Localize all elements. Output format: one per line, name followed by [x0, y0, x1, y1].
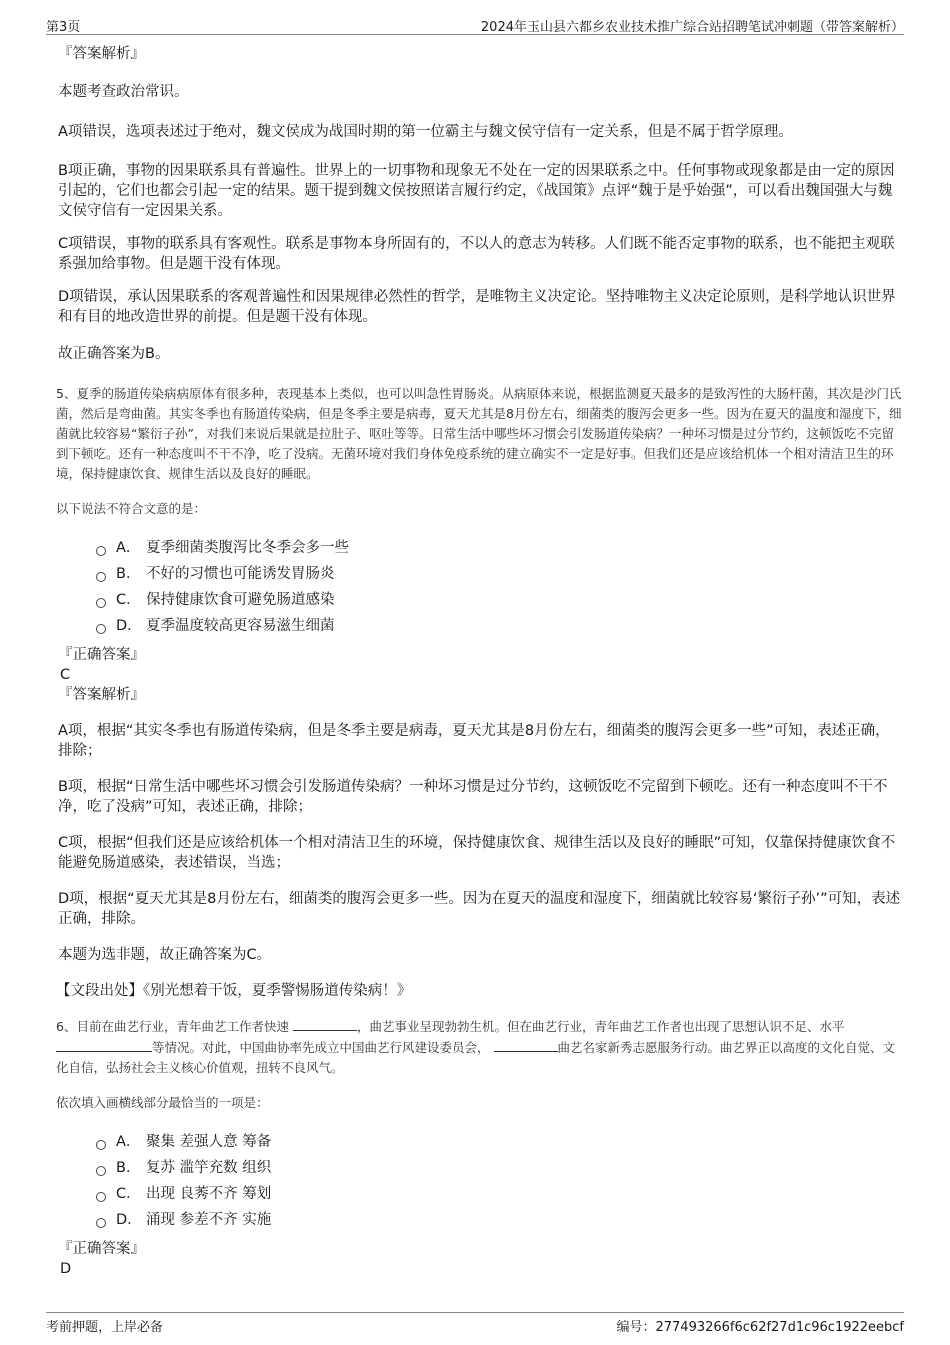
radio-icon[interactable] [96, 1140, 106, 1150]
radio-icon[interactable] [96, 1192, 106, 1202]
q6-option-b[interactable]: B． 复苏 滥竽充数 组织 [96, 1155, 904, 1181]
q5-analysis-c: C项，根据“但我们还是应该给机体一个相对清洁卫生的环境，保持健康饮食、规律生活以及良好的睡眠”可知，仅靠保持健康饮食不能避免肠道感染，表述错误，当选； [58, 835, 896, 871]
q5-analysis-label: 『答案解析』 [58, 687, 145, 703]
q4-conclusion: 故正确答案为B。 [58, 346, 170, 362]
q5-prompt: 以下说法不符合文意的是： [56, 501, 207, 516]
q4-analysis-label: 『答案解析』 [58, 46, 145, 62]
q4-analysis-a: A项错误，选项表述过于绝对，魏文侯成为战国时期的第一位霸主与魏文侯守信有一定关系，但是不属于哲学原理。 [58, 124, 793, 140]
q5-analysis-d: D项，根据“夏天尤其是8月份左右，细菌类的腹泻会更多一些。因为在夏天的温度和湿度下，细菌就比较容易‘繁衍子孙’”可知，表述正确，排除。 [58, 891, 901, 927]
q5-option-a[interactable]: A． 夏季细菌类腹泻比冬季会多一些 [96, 535, 904, 561]
document-id: 编号：277493266f6c62f27d1c96c1922eebcf [616, 1320, 904, 1335]
q5-answer-label: 『正确答案』 [58, 647, 145, 663]
page-footer [46, 1312, 904, 1333]
q5-answer: C [60, 667, 71, 683]
radio-icon[interactable] [96, 572, 106, 582]
q6-option-a[interactable]: A． 聚集 差强人意 筹备 [96, 1129, 904, 1155]
footer-slogan: 考前押题，上岸必备 [46, 1320, 164, 1335]
q5-conclusion: 本题为选非题，故正确答案为C。 [58, 947, 272, 963]
q4-analysis-d: D项错误，承认因果联系的客观普遍性和因果规律必然性的哲学，是唯物主义决定论。坚持唯物主义决定论原则，是科学地认识世界和有目的地改造世界的前提。但是题干没有体现。 [58, 289, 896, 325]
q5-analysis-a: A项，根据“其实冬季也有肠道传染病，但是冬季主要是病毒，夏天尤其是8月份左右，细菌类的腹泻会更多一些”可知，表述正确，排除； [58, 723, 890, 759]
q6-option-d[interactable]: D． 涌现 参差不齐 实施 [96, 1207, 904, 1233]
q6-text: 6、目前在曲艺行业，青年曲艺工作者快速 ，曲艺事业呈现勃勃生机。但在曲艺行业，青年曲艺工作者也出现了思想认识不足、水平 等情况。对此，中国曲协率先成立中国曲艺行风建设委员会， 曲艺名家新秀志愿服务行动。曲艺界正以高度的文化自觉、文化自信，弘扬社会主义核心价值观，扭转不良风气。 [56, 1016, 904, 1078]
radio-icon[interactable] [96, 1166, 106, 1176]
radio-icon[interactable] [96, 1218, 106, 1228]
page-content [56, 44, 904, 1279]
fill-blank [494, 1037, 558, 1052]
q5-text: 5、夏季的肠道传染病病原体有很多种，表现基本上类似，也可以叫急性胃肠炎。从病原体来说，根据监测夏天最多的是致泻性的大肠杆菌，其次是沙门氏菌，然后是弯曲菌。其实冬季也有肠道传染病，但是冬季主要是病毒，夏天尤其是8月份左右，细菌类的腹泻会更多一些。因为在夏天的温度和湿度下，细菌就比较容易“繁衍子孙”，对我们来说后果就是拉肚子、呕吐等等。日常生活中哪些坏习惯会引发肠道传染病？一种坏习惯是过分节约，这顿饭吃不完留到下顿吃。还有一种态度叫不干不净，吃了没病。无菌环境对我们身体免疫系统的建立确实不一定是好事。但我们还是应该给机体一个相对清洁卫生的环境，保持健康饮食、规律生活以及良好的睡眠。 [56, 386, 902, 481]
document-title: 2024年玉山县六都乡农业技术推广综合站招聘笔试冲刺题（带答案解析） [480, 20, 904, 35]
q5-analysis-b: B项，根据“日常生活中哪些坏习惯会引发肠道传染病？一种坏习惯是过分节约，这顿饭吃不完留到下顿吃。还有一种态度叫不干不净，吃了没病”可知，表述正确，排除； [58, 779, 888, 815]
q6-option-c[interactable]: C． 出现 良莠不齐 筹划 [96, 1181, 904, 1207]
q4-analysis-intro: 本题考查政治常识。 [58, 84, 189, 100]
page-header [46, 14, 904, 35]
q6-answer: D [60, 1261, 72, 1277]
q5-source: 【文段出处】《别光想着干饭，夏季警惕肠道传染病！》 [56, 983, 412, 999]
radio-icon[interactable] [96, 598, 106, 608]
q6-answer-label: 『正确答案』 [58, 1241, 145, 1257]
q5-option-b[interactable]: B． 不好的习惯也可能诱发胃肠炎 [96, 561, 904, 587]
q4-analysis-b: B项正确，事物的因果联系具有普遍性。世界上的一切事物和现象无不处在一定的因果联系之中。任何事物或现象都是由一定的原因引起的，它们也都会引起一定的结果。题干提到魏文侯按照诺言履行约定，《战国策》点评“魏于是乎始强”，可以看出魏国强大与魏文侯守信有一定因果关系。 [58, 163, 895, 219]
fill-blank [56, 1037, 152, 1052]
radio-icon[interactable] [96, 624, 106, 634]
q6-options [56, 1129, 904, 1233]
page-number: 第3页 [46, 20, 81, 35]
fill-blank [293, 1016, 357, 1031]
q6-prompt: 依次填入画横线部分最恰当的一项是： [56, 1095, 269, 1110]
q5-options [56, 535, 904, 639]
radio-icon[interactable] [96, 546, 106, 556]
q4-analysis-c: C项错误，事物的联系具有客观性。联系是事物本身所固有的，不以人的意志为转移。人们既不能否定事物的联系，也不能把主观联系强加给事物。但是题干没有体现。 [58, 236, 895, 272]
q5-option-c[interactable]: C． 保持健康饮食可避免肠道感染 [96, 587, 904, 613]
q5-option-d[interactable]: D． 夏季温度较高更容易滋生细菌 [96, 613, 904, 639]
